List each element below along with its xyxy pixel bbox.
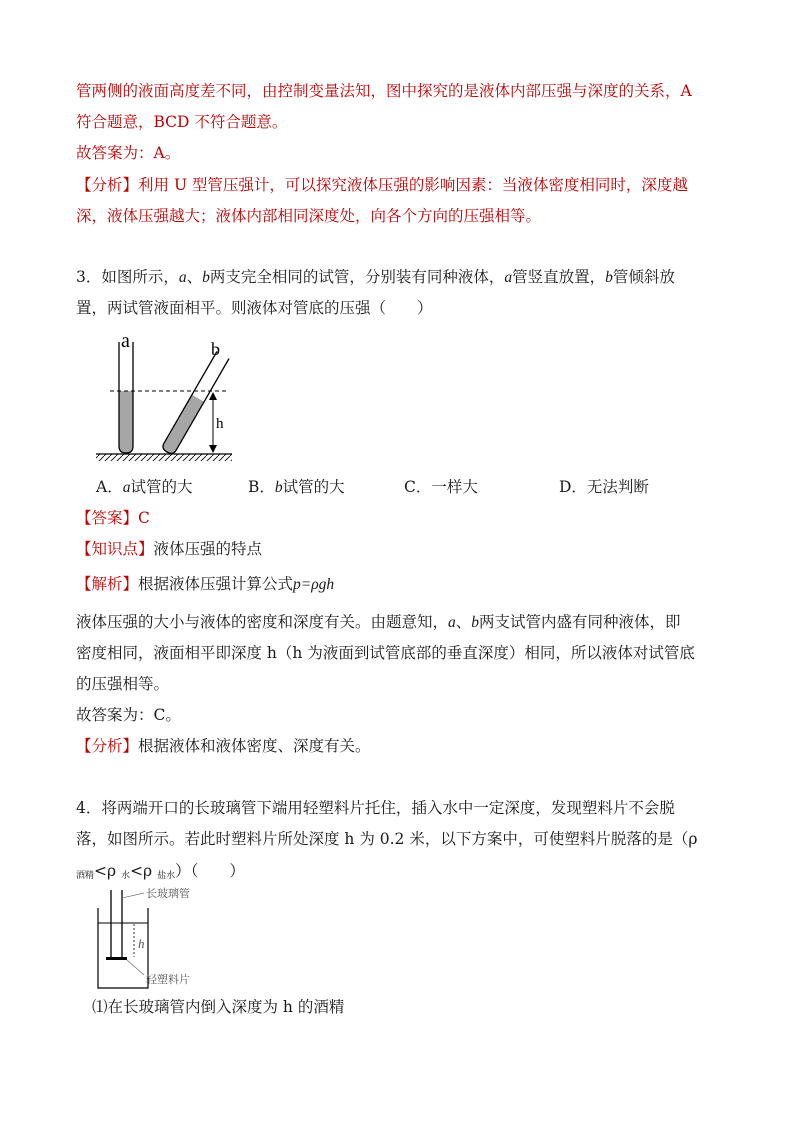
label-tube: 长玻璃管 [146, 888, 190, 900]
sep: 、 [186, 268, 203, 286]
q3-knowledge [76, 538, 262, 560]
q3-body-line-2: 密度相同，液面相平即深度 h（h 为液面到试管底部的垂直深度）相同，所以液体对试管底 [76, 644, 695, 662]
plastic-plate [106, 957, 127, 960]
label-a: a [121, 330, 130, 352]
body-prefix: 液体压强的大小与液体的密度和深度有关。由题意知， [76, 613, 449, 631]
analysis-tag: 【分析】 [76, 737, 139, 755]
q2-analysis-line-1 [76, 174, 688, 196]
var-b: b [605, 269, 613, 286]
q4-stem-line-3 [76, 860, 245, 887]
q2-line-1: 管两侧的液面高度差不同，由控制变量法知，图中探究的是液体内部压强与深度的关系，A [76, 82, 692, 100]
option-d[interactable]: D．无法判断 [559, 478, 649, 496]
var-b: b [202, 269, 210, 286]
plate-leader [127, 960, 144, 975]
tube-a [119, 342, 133, 453]
q2-answer: 故答案为：A。 [76, 144, 181, 162]
tube-b [161, 352, 229, 456]
option-b-prefix: B． [248, 478, 275, 496]
glass-tube-figure [92, 884, 232, 992]
var-a: a [504, 269, 513, 286]
subscript-brine: 盐水 [157, 871, 176, 881]
tube-leader [122, 893, 144, 898]
label-plate: 轻塑料片 [146, 974, 190, 986]
var-b: b [471, 614, 480, 631]
label-h: h [138, 936, 145, 951]
q3-explain [76, 573, 334, 596]
var-a: a [448, 614, 456, 631]
q3-stem-line-1 [76, 266, 675, 289]
var-b: b [274, 479, 283, 496]
q3-body-line-1 [76, 611, 681, 634]
option-c[interactable]: C．一样大 [404, 478, 478, 496]
q4-stem-line-1: 4．将两端开口的长玻璃管下端用轻塑料片托住，插入水中一定深度，发现塑料片不会脱 [76, 799, 675, 817]
option-b-text: 试管的大 [282, 478, 345, 496]
analysis-text: 利用 U 型管压强计，可以探究液体压强的影响因素：当液体密度相同时，深度越 [138, 176, 688, 194]
less-than-rho: <ρ [130, 862, 158, 880]
q3-body-line-3: 的压强相等。 [76, 675, 170, 693]
subscript-water: 水 [121, 871, 131, 881]
q4-option-1[interactable]: ⑴在长玻璃管内倒入深度为 h 的酒精 [92, 998, 345, 1016]
explain-tag: 【解析】 [76, 575, 139, 593]
test-tube-figure [92, 330, 242, 466]
option-a[interactable] [96, 476, 192, 499]
option-b[interactable] [248, 476, 345, 499]
q3-prefix: 3．如图所示， [76, 268, 179, 286]
q2-line-2: 符合题意，BCD 不符合题意。 [76, 113, 288, 131]
explain-text: 根据液体压强计算公式 [138, 575, 294, 593]
answer-value: C [138, 509, 150, 527]
q3-mid: 两支完全相同的试管，分别装有同种液体， [209, 268, 505, 286]
var-a: a [178, 269, 187, 286]
less-than-rho: <ρ [94, 862, 122, 880]
q3-b-text: 管倾斜放 [612, 268, 675, 286]
q2-analysis-line-2: 深，液体压强越大；液体内部相同深度处，向各个方向的压强相等。 [76, 207, 542, 225]
option-a-prefix: A． [96, 478, 123, 496]
option-a-text: 试管的大 [130, 478, 193, 496]
q3-final-answer: 故答案为：C。 [76, 706, 181, 724]
q3-answer [76, 507, 150, 529]
knowledge-tag: 【知识点】 [76, 540, 154, 558]
q4-close: ）（ ） [175, 862, 245, 880]
label-b: b [211, 339, 220, 359]
subscript-alcohol: 酒精 [76, 871, 95, 881]
var-a: a [122, 479, 131, 496]
q3-a-text: 管竖直放置， [512, 268, 606, 286]
analysis-tag: 【分析】 [76, 176, 139, 194]
answer-tag: 【答案】 [76, 509, 139, 527]
knowledge-value: 液体压强的特点 [153, 540, 263, 558]
formula: p=ρgh [293, 576, 335, 593]
analysis-text: 根据液体和液体密度、深度有关。 [138, 737, 371, 755]
body-suffix: 两支试管内盛有同种液体，即 [479, 613, 681, 631]
label-h: h [216, 416, 224, 432]
q3-analysis [76, 735, 371, 757]
ground-hatch [96, 454, 232, 461]
q3-stem-line-2: 置，两试管液面相平。则液体对管底的压强（ ） [76, 299, 433, 317]
q4-stem-line-2: 落，如图所示。若此时塑料片所处深度 h 为 0.2 米，以下方案中，可使塑料片脱落的是（ρ [76, 830, 698, 848]
sep: 、 [455, 613, 472, 631]
